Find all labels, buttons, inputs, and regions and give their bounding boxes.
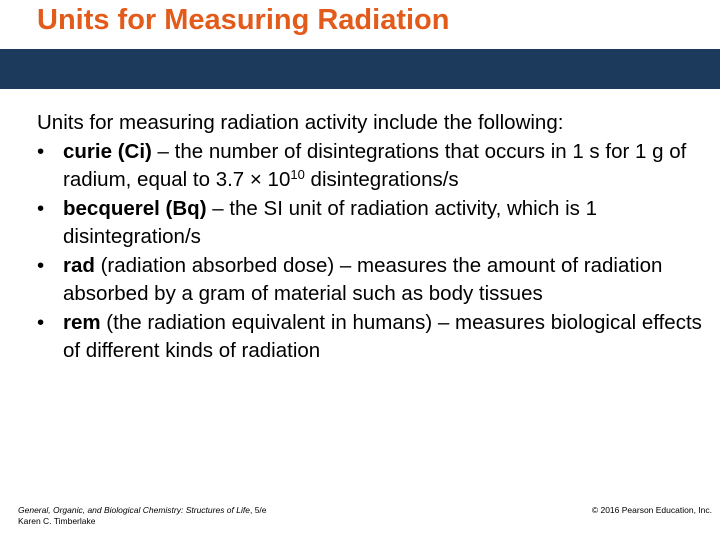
bullet-marker: •	[37, 310, 45, 334]
term-rad: rad	[63, 253, 95, 277]
footer-author: Karen C. Timberlake	[18, 516, 96, 526]
bullet-rem	[37, 309, 707, 366]
term-rem: rem	[63, 310, 101, 334]
footer-copyright: © 2016 Pearson Education, Inc.	[591, 505, 712, 515]
footer-edition: , 5/e	[249, 505, 267, 515]
rad-description: (radiation absorbed dose) – measures the amount of radiation absorbed by a gram of material such as body tissues	[63, 253, 663, 305]
becquerel-description: – the SI unit of radiation activity, which is 1 disintegration/s	[63, 196, 597, 248]
bullet-curie	[37, 138, 707, 195]
curie-description-end: disintegrations/s	[304, 168, 459, 191]
title-bar	[0, 49, 720, 89]
slide-title: Units for Measuring Radiation	[37, 4, 450, 36]
intro-text: Units for measuring radiation activity include the following:	[37, 111, 564, 134]
bullet-becquerel	[37, 195, 707, 252]
curie-description: – the number of disintegrations that occurs in 1 s for 1 g of radium, equal to 3.7 × 10	[63, 139, 687, 191]
bullet-rad	[37, 252, 707, 309]
slide-body	[37, 109, 707, 366]
bullet-marker: •	[37, 139, 45, 163]
term-curie: curie (Ci)	[63, 139, 152, 163]
footer-book-info	[18, 505, 267, 527]
footer-book-title: General, Organic, and Biological Chemistry: Structures of Life	[18, 505, 250, 515]
rem-description: (the radiation equivalent in humans) – measures biological effects of different kinds of radiation	[63, 310, 702, 362]
bullet-marker: •	[37, 253, 45, 277]
bullet-marker: •	[37, 196, 45, 220]
exponent: 10	[290, 167, 305, 182]
term-becquerel: becquerel (Bq)	[63, 196, 207, 220]
